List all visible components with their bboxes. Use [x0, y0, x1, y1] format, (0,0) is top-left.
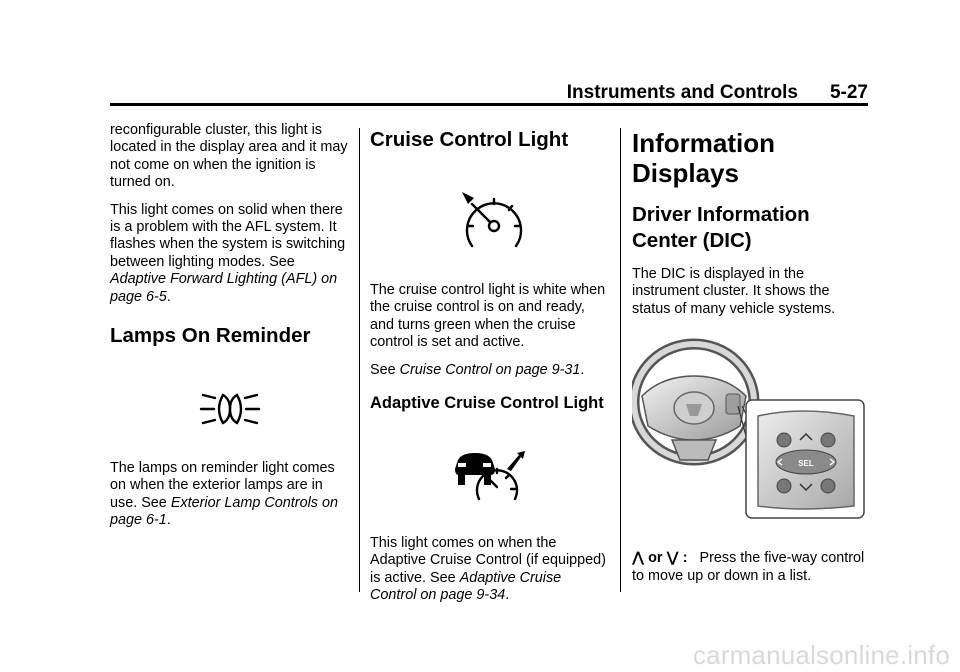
lamps-on-reminder-icon	[197, 390, 263, 428]
column-3	[632, 122, 868, 585]
five-way-control-instruction: ⋀ or ⋁ : Press the five-way control to move up or down in a list.	[632, 550, 865, 584]
header-rule	[110, 103, 868, 106]
lamps-paragraph: The lamps on reminder light comes on when the exterior lamps are in use. See Exterior Lamp Controls on page 6-1.	[110, 460, 338, 529]
cruise-control-light-heading: Cruise Control Light	[370, 128, 569, 151]
page-header	[110, 80, 868, 104]
adaptive-cruise-control-icon	[441, 449, 539, 503]
cruise-see-paragraph: See Cruise Control on page 9-31.	[370, 361, 585, 378]
afl-continued-paragraph: reconfigurable cluster, this light is located in the display area and it may not come on when the ignition is turned on.	[110, 122, 348, 191]
exterior-lamp-reference-link[interactable]: Exterior Lamp Controls on page 6-1	[110, 494, 338, 529]
column-divider-2	[620, 128, 621, 592]
column-1	[110, 122, 350, 540]
chevron-down-icon: ⋁	[666, 550, 679, 567]
adaptive-cruise-reference-link[interactable]: Adaptive Cruise Control on page 9-34	[370, 569, 562, 604]
column-2	[370, 122, 610, 615]
cruise-control-reference-link[interactable]: Cruise Control on page 9-31	[399, 361, 581, 378]
lamps-on-reminder-heading: Lamps On Reminder	[110, 324, 311, 348]
afl-reference-link[interactable]: Adaptive Forward Lighting (AFL) on page 6-5	[110, 271, 338, 305]
steering-wheel-controls-illustration	[632, 336, 868, 526]
cruise-paragraph: The cruise control light is white when the cruise control is on and ready, and turns green when the cruise control is set and active.	[370, 282, 606, 351]
column-divider-1	[359, 128, 360, 592]
section-title: Instruments and Controls	[566, 82, 798, 103]
acc-paragraph: This light comes on when the Adaptive Cruise Control (if equipped) is active. See Adaptive Cruise Control on page 9-34.	[370, 535, 606, 604]
dic-paragraph: The DIC is displayed in the instrument cluster. It shows the status of many vehicle systems.	[632, 266, 836, 317]
sel-button-label: SEL	[798, 459, 814, 469]
information-displays-heading: Information Displays	[632, 128, 775, 188]
afl-paragraph: This light comes on solid when there is a problem with the AFL system. It flashes when the system is switching between lighting modes. See Adaptive Forward Lighting (AFL) on page 6-5.	[110, 201, 346, 305]
watermark: carmanualsonline.info	[692, 640, 950, 670]
cruise-control-icon	[444, 188, 536, 250]
page-number: 5-27	[829, 82, 868, 103]
dic-heading: Driver Information Center (DIC)	[632, 203, 810, 252]
chevron-up-icon: ⋀	[632, 550, 645, 567]
adaptive-cruise-control-light-heading: Adaptive Cruise Control Light	[370, 394, 604, 413]
